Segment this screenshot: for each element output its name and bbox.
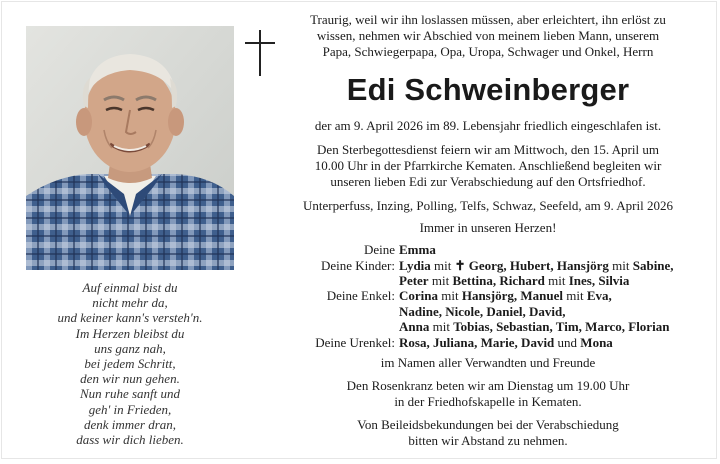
intro-line: Traurig, weil wir ihn loslassen müssen, aber erleichtert, ihn erlöst zu bbox=[310, 12, 666, 27]
family-name: Emma bbox=[399, 242, 436, 258]
condolence-line: Von Beileidsbekundungen bei der Verabschiedung bbox=[357, 417, 619, 433]
family-connector: mit bbox=[438, 288, 462, 304]
family-name: Sabine, bbox=[632, 257, 674, 273]
family-label: Deine bbox=[363, 242, 395, 258]
poem-line: den wir nun gehen. bbox=[80, 371, 180, 387]
poem-line: und keiner kann's versteh'n. bbox=[57, 310, 203, 326]
poem-line: geh' in Frieden, bbox=[88, 401, 172, 417]
family-name: Corina bbox=[399, 288, 438, 304]
family-connector: mit bbox=[608, 257, 633, 273]
family-name: Hansjörg, Manuel bbox=[461, 288, 563, 304]
obituary-card bbox=[2, 2, 716, 458]
service-line: Den Sterbegottesdienst feiern wir am Mittwoch, den 15. April um bbox=[317, 142, 659, 158]
family-row-spouse bbox=[282, 242, 694, 257]
intro-line: Papa, Schwiegerpapa, Opa, Uropa, Schwager und Onkel, Herrn bbox=[322, 43, 654, 59]
poem-line: Auf einmal bist du bbox=[82, 280, 178, 295]
family-name: Anna bbox=[399, 319, 430, 335]
poem bbox=[26, 280, 234, 447]
family-label: Deine Enkel: bbox=[326, 288, 395, 304]
family-name: Rosa, Juliana, Marie, David bbox=[399, 334, 555, 350]
rosary-paragraph bbox=[282, 378, 694, 410]
latin-cross-icon bbox=[244, 30, 276, 76]
poem-line: bei jedem Schritt, bbox=[84, 356, 176, 372]
poem-line: dass wir dich lieben. bbox=[76, 432, 184, 448]
poem-line: Nun ruhe sanft und bbox=[79, 386, 181, 402]
family-connector: mit bbox=[429, 319, 454, 335]
family-name: Peter bbox=[399, 272, 429, 288]
obituary-text bbox=[282, 12, 694, 449]
poem-line: denk immer dran, bbox=[83, 416, 177, 432]
condolence-paragraph bbox=[282, 417, 694, 449]
family-row-children bbox=[282, 258, 694, 289]
service-line: unseren lieben Edi zur Verabschiedung auf den Ortsfriedhof. bbox=[330, 173, 646, 189]
family-connector: mit bbox=[428, 272, 453, 288]
family-name: Lydia bbox=[399, 257, 431, 273]
family-connector: mit bbox=[544, 272, 569, 288]
family-label: Deine Kinder: bbox=[320, 257, 395, 273]
memory-line: Immer in unseren Herzen! bbox=[419, 220, 557, 236]
places-date-line: Unterperfuss, Inzing, Polling, Telfs, Schwaz, Seefeld, am 9. April 2026 bbox=[302, 197, 673, 213]
family-connector: mit bbox=[562, 288, 587, 304]
family-name: Mona bbox=[580, 334, 613, 350]
family-name: Nadine, Nicole, Daniel, David, bbox=[399, 303, 566, 319]
family-connector: und bbox=[554, 334, 581, 350]
deceased-name: Edi Schweinberger bbox=[346, 72, 630, 108]
family-connector: mit bbox=[430, 257, 455, 273]
poem-line: uns ganz nah, bbox=[94, 340, 166, 356]
intro-paragraph bbox=[282, 12, 694, 59]
portrait-photo bbox=[26, 26, 234, 270]
service-paragraph bbox=[282, 142, 694, 189]
family-name: ✝ Georg, Hubert, Hansjörg bbox=[454, 257, 609, 273]
family-list bbox=[282, 242, 694, 350]
relatives-line: im Namen aller Verwandten und Freunde bbox=[380, 355, 596, 371]
family-name: Tobias, Sebastian, Tim, Marco, Florian bbox=[453, 319, 670, 335]
service-line: 10.00 Uhr in der Pfarrkirche Kematen. Anschließend begleiten wir bbox=[314, 157, 662, 173]
family-name: Eva, bbox=[586, 288, 612, 304]
condolence-line: bitten wir Abstand zu nehmen. bbox=[408, 433, 568, 449]
family-row-great-grandchildren bbox=[282, 335, 694, 350]
family-label: Deine Urenkel: bbox=[315, 334, 395, 350]
family-name: Ines, Silvia bbox=[568, 272, 630, 288]
death-line: der am 9. April 2026 im 89. Lebensjahr friedlich eingeschlafen ist. bbox=[314, 118, 662, 134]
family-name: Bettina, Richard bbox=[452, 272, 545, 288]
poem-line: Im Herzen bleibst du bbox=[75, 325, 185, 341]
family-row-grandchildren bbox=[282, 288, 694, 334]
rosary-line: in der Friedhofskapelle in Kematen. bbox=[394, 393, 582, 409]
rosary-line: Den Rosenkranz beten wir am Dienstag um 19.00 Uhr bbox=[346, 377, 630, 393]
intro-line: wissen, nehmen wir Abschied von meinem lieben Mann, unserem bbox=[316, 27, 660, 43]
poem-line: nicht mehr da, bbox=[92, 295, 168, 311]
